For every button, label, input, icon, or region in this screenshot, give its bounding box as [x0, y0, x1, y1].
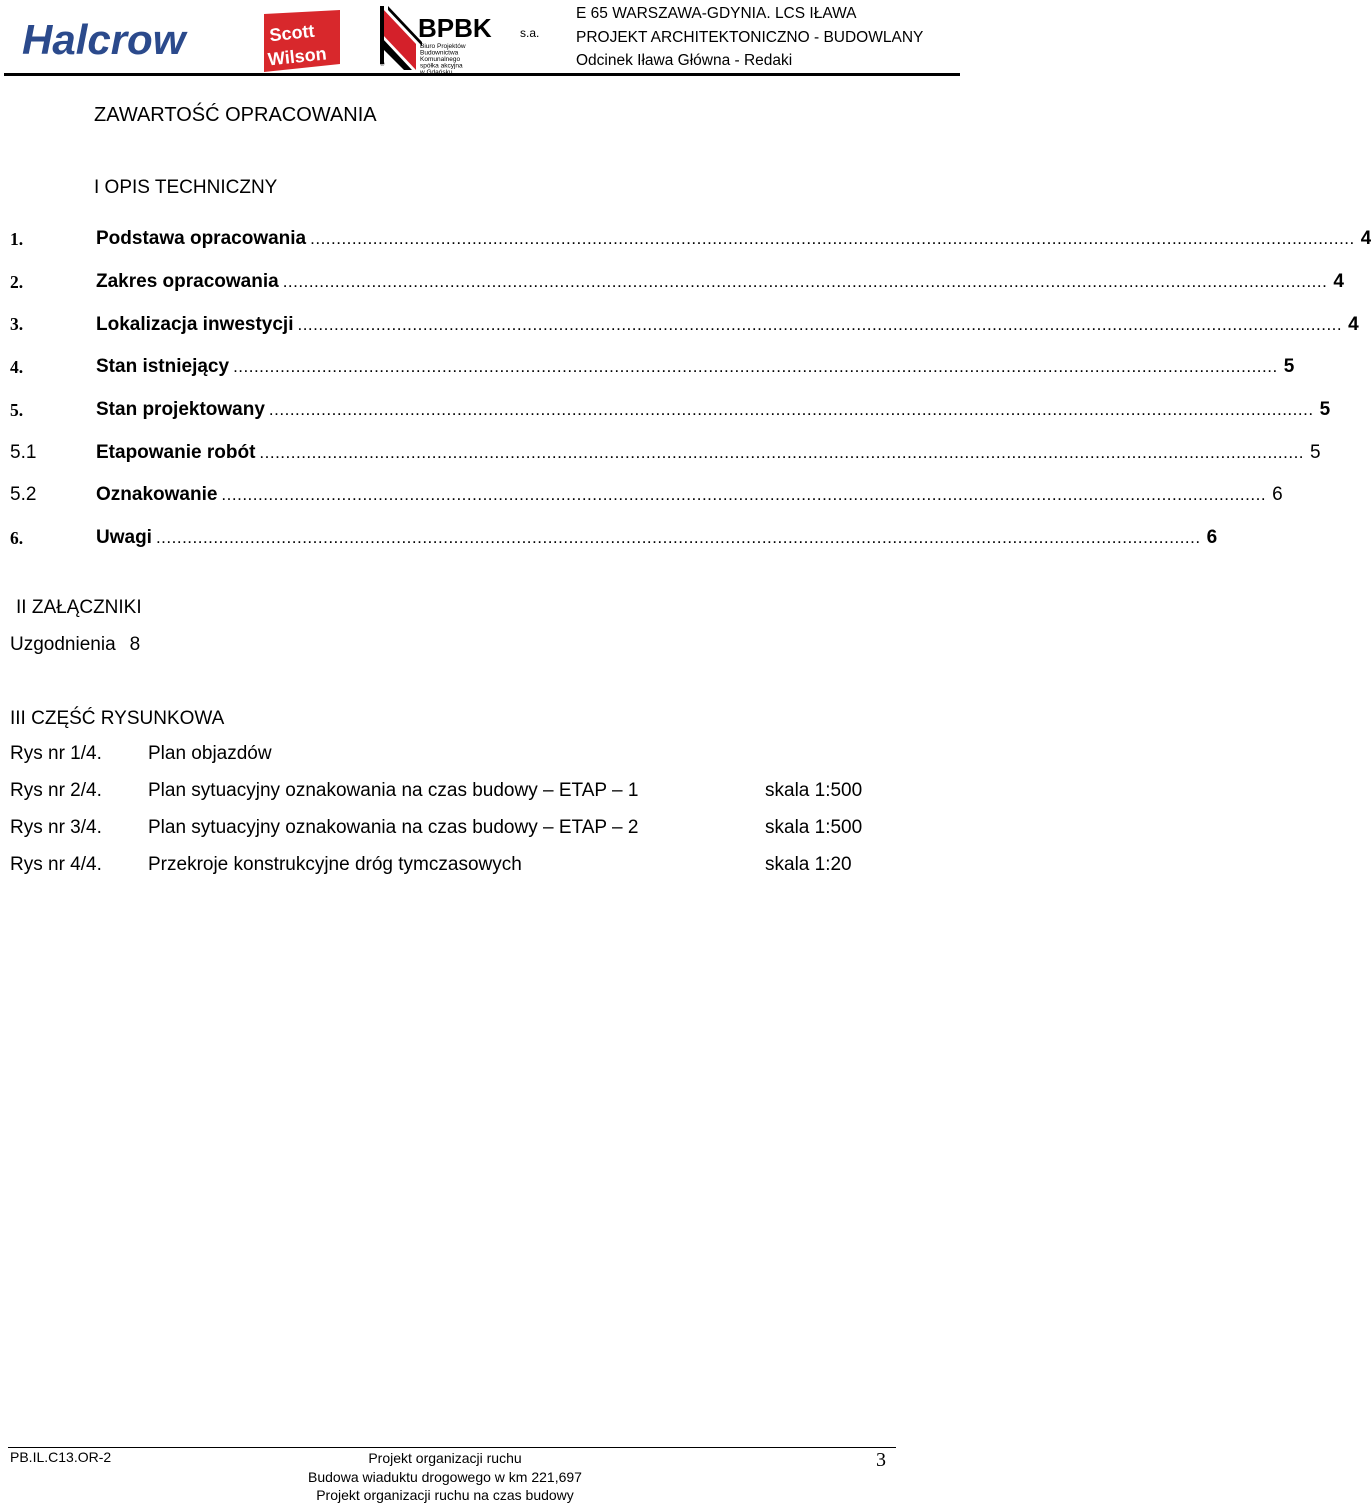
- scott-logo-line2: Wilson: [266, 43, 328, 70]
- footer-project-info: [250, 1449, 640, 1505]
- svg-text:Komunalnego: Komunalnego: [420, 56, 461, 63]
- drawing-title: Plan objazdów: [148, 743, 272, 764]
- toc-entry-number: 2.: [10, 271, 24, 292]
- svg-text:spółka akcyjna: spółka akcyjna: [420, 62, 463, 70]
- toc-entry-page: 5: [1283, 356, 1295, 378]
- bpbk-emblem-icon: [380, 6, 422, 70]
- toc-entry-title: Zakres opracowania: [96, 271, 279, 293]
- toc-entry[interactable]: [10, 346, 1295, 389]
- drawing-scale: skala 1:20: [765, 854, 852, 875]
- section-2-heading: II ZAŁĄCZNIKI: [16, 597, 142, 618]
- toc-entry-number: 4.: [10, 356, 24, 377]
- halcrow-logo-text: Halcrow: [22, 16, 186, 63]
- bpbk-logo: [378, 4, 543, 74]
- toc-entry[interactable]: [10, 431, 1321, 474]
- toc-entry-page: 6: [1272, 484, 1283, 506]
- svg-text:Biuro Projektów: Biuro Projektów: [420, 43, 466, 50]
- toc-entry[interactable]: [10, 261, 1344, 304]
- document-title: ZAWARTOŚĆ OPRACOWANIA: [94, 104, 377, 126]
- toc-entry-page: 5: [1319, 399, 1331, 421]
- drawing-title: Przekroje konstrukcyjne dróg tymczasowych: [148, 854, 522, 875]
- header-divider: [4, 73, 960, 76]
- drawing-scale: skala 1:500: [765, 780, 863, 801]
- drawing-number: Rys nr 1/4.: [10, 743, 102, 764]
- toc-entry-title: Podstawa opracowania: [96, 228, 307, 250]
- svg-text:Budownictwa: Budownictwa: [420, 49, 459, 57]
- attachment-entry: [10, 634, 140, 656]
- header-line-2: PROJEKT ARCHITEKTONICZNO - BUDOWLANY: [576, 28, 924, 46]
- toc-entry-page: 4: [1360, 228, 1371, 250]
- header-line-3: Odcinek Iława Główna - Redaki: [576, 52, 793, 69]
- drawing-title: Plan sytuacyjny oznakowania na czas budowy – ETAP – 2: [148, 817, 639, 838]
- section-1-heading: I OPIS TECHNICZNY: [94, 177, 278, 198]
- toc-entry-number: 5.: [10, 399, 24, 420]
- toc-entry-number: 6.: [10, 527, 24, 548]
- toc-entry[interactable]: [10, 303, 1359, 346]
- footer-line-1: Projekt organizacji ruchu: [368, 1450, 522, 1466]
- toc-leader-dots: ........................................................................................................................................................................................................: [282, 272, 1328, 292]
- toc-leader-dots: ........................................................................................................................................................................................................: [221, 485, 1267, 505]
- table-of-contents: [10, 218, 1371, 560]
- toc-entry[interactable]: [10, 517, 1218, 560]
- header-project-info: [576, 2, 923, 73]
- toc-entry-title: Oznakowanie: [96, 484, 218, 506]
- footer-divider: [8, 1447, 896, 1448]
- toc-leader-dots: ........................................................................................................................................................................................................: [310, 229, 1355, 249]
- toc-entry-title: Etapowanie robót: [96, 441, 256, 463]
- toc-leader-dots: ........................................................................................................................................................................................................: [268, 400, 1314, 420]
- toc-entry[interactable]: [10, 474, 1283, 517]
- toc-leader-dots: ........................................................................................................................................................................................................: [233, 357, 1278, 377]
- drawing-scale: skala 1:500: [765, 817, 863, 838]
- toc-entry-page: 4: [1333, 271, 1344, 293]
- toc-entry-number: 5.2: [10, 484, 37, 506]
- toc-entry-page: 6: [1206, 527, 1218, 549]
- section-3-heading: III CZĘŚĆ RYSUNKOWA: [10, 708, 225, 729]
- bpbk-logo-suffix: s.a.: [520, 26, 540, 40]
- drawing-title: Plan sytuacyjny oznakowania na czas budowy – ETAP – 1: [148, 780, 639, 801]
- drawing-number: Rys nr 2/4.: [10, 780, 102, 801]
- toc-leader-dots: ........................................................................................................................................................................................................: [297, 314, 1343, 334]
- halcrow-logo: [22, 14, 207, 64]
- footer-document-code: PB.IL.C13.OR-2: [10, 1449, 112, 1465]
- toc-entry-number: 3.: [10, 314, 24, 335]
- toc-entry[interactable]: [10, 218, 1371, 261]
- toc-leader-dots: ........................................................................................................................................................................................................: [155, 528, 1201, 548]
- drawing-number: Rys nr 3/4.: [10, 817, 102, 838]
- scott-logo-line1: Scott: [268, 20, 316, 46]
- toc-entry[interactable]: [10, 389, 1331, 432]
- toc-leader-dots: ........................................................................................................................................................................................................: [259, 442, 1305, 462]
- attachment-page: 8: [129, 634, 141, 655]
- toc-entry-title: Lokalizacja inwestycji: [96, 313, 294, 335]
- registered-icon: ®: [380, 62, 385, 68]
- toc-entry-number: 1.: [10, 228, 24, 249]
- bpbk-logo-text: BPBK: [418, 13, 492, 43]
- toc-entry-title: Uwagi: [96, 527, 152, 549]
- page-number: 3: [876, 1449, 886, 1471]
- footer-line-2: Budowa wiaduktu drogowego w km 221,697: [308, 1468, 582, 1485]
- drawing-number: Rys nr 4/4.: [10, 854, 102, 875]
- page-header: [0, 0, 960, 78]
- toc-entry-page: 5: [1310, 441, 1321, 463]
- toc-entry-number: 5.1: [10, 441, 37, 463]
- footer-line-3: Projekt organizacji ruchu na czas budowy: [316, 1487, 574, 1503]
- header-line-1: E 65 WARSZAWA-GDYNIA. LCS IŁAWA: [576, 5, 857, 22]
- attachment-label: Uzgodnienia: [10, 634, 116, 655]
- scott-wilson-logo: [262, 8, 342, 74]
- toc-entry-title: Stan projektowany: [96, 399, 265, 421]
- toc-entry-title: Stan istniejący: [96, 356, 230, 378]
- toc-entry-page: 4: [1348, 313, 1359, 335]
